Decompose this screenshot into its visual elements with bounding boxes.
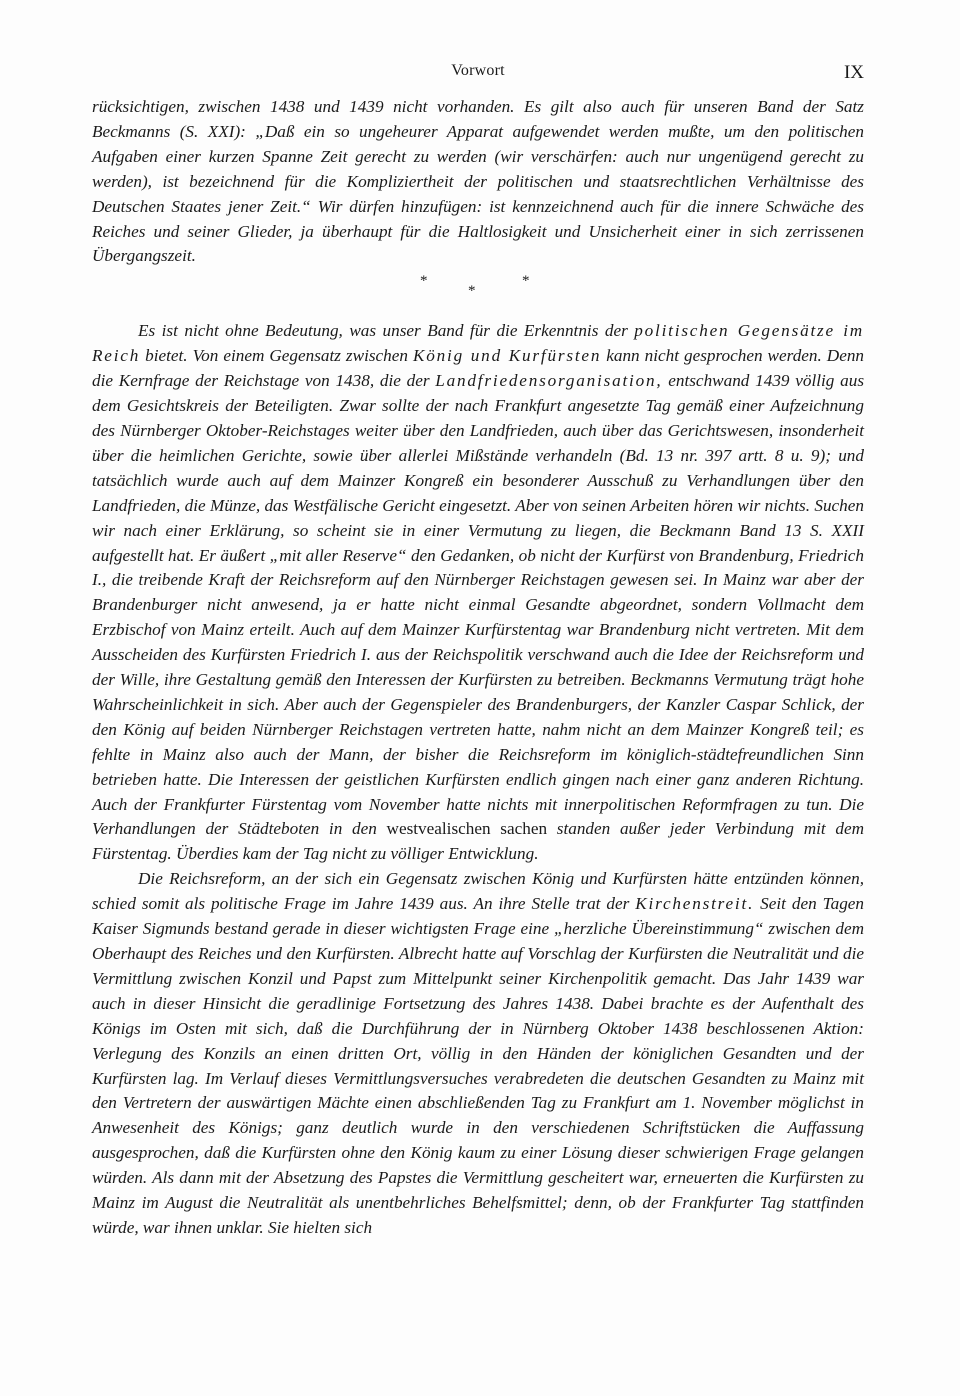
emphasis-spaced: Landfriedensorganisation, [435, 371, 663, 391]
paragraph-3 [92, 867, 864, 1241]
text-run: kann nicht gesprochen werden. Denn die Kernfrage der Reichstage von 1438, die der [92, 346, 865, 391]
running-title: Vorwort [451, 62, 505, 79]
text-run: Seit den Tagen Kaiser Sigmunds bestand gerade in dieser wichtigsten Frage eine „herzliche Übereinstimmung“ zwischen dem Oberhaupt des Reiches und den Kurfürsten. Albrecht hatte auf Vorschlag der Kurfürsten die Neutralität und die Vermittlung zwischen Konzil und Papst zum Mittelpunkt seiner Kirchenpolitik gemacht. Das Jahr 1439 war auch in dieser Hinsicht die geradlinige Fortsetzung des Jahres 1438. Dabei brachte es der Aufenthalt des Königs im Osten mit sich, daß die Durchführung der in Nürnberg Oktober 1438 beschlossenen Aktion: Verlegung des Konzils an einen dritten Ort, völlig in den Händen der königlichen Gesandten und der Kurfürsten lag. Im Verlauf dieses Vermittlungsversuches verabredeten die deutschen Gesandten zu Mainz mit den Vertretern der auswärtigen Mächte einen abschließenden Tag zu Frankfurt am 1. November möglichst in Anwesenheit des Königs; ganz deutlich wurde in den verschiedenen Schriftstücken die Auffassung ausgesprochen, daß die Kurfürsten ohne den König kaum zu einer Lösung dieser schwierigen Frage gelangen würden. Als dann mit der Absetzung des Papstes die Vermittlung gescheitert war, erneuerten die Kurfürsten zu Mainz im August die Neutralität als unentbehrliches Behelfsmittel; denn, ob der Frankfurter Tag stattfinden würde, war ihnen unklar. Sie hielten sich [92, 894, 865, 1237]
asterism-star: * [420, 273, 428, 290]
text-run: Die Reichsreform, an der sich ein Gegensatz zwischen König und Kurfürsten hätte entzünden können, schied somit als politische Frage im Jahre 1439 aus. An ihre Stelle trat der [92, 869, 864, 914]
emphasis-spaced: König und Kurfürsten [412, 346, 602, 366]
page-header [92, 62, 864, 88]
text-run: entschwand 1439 völlig aus dem Gesichtskreis der Beteiligten. Zwar sollte der nach Frankfurt angesetzte Tag gemäß einer Aufzeichnung des Nürnberger Oktober-Reichstages weiter über den Landfrieden, auch über das Gerichtswesen, insonderheit über die heimlichen Gerichte, sowie über allerlei Mißstände verhandeln (Bd. 13 nr. 397 artt. 8 u. 9); und tatsächlich wurde auch auf dem Mainzer Kongreß ein besonderer Ausschuß zu Verhandlungen über den Landfrieden, die Münze, das Westfälische Gericht eingesetzt. Aber von seinen Arbeiten hören wir nichts. Suchen wir nach einer Erklärung, so scheint sie in einer Vermutung zu liegen, die Beckmann Band 13 S. XXII aufgestellt hat. Er äußert „mit aller Reserve“ den Gedanken, ob nicht der Kurfürst von Brandenburg, Friedrich I., die treibende Kraft der Reichsreform auf den Nürnberger Reichstagen gewesen sei. In Mainz war aber der Brandenburger nicht anwesend, ja er hatte nicht einmal Gesandte abgeordnet, sondern Vollmacht dem Erzbischof von Mainz erteilt. Auch auf dem Mainzer Kurfürstentag war Brandenburg nicht vertreten. Mit dem Ausscheiden des Kurfürsten Friedrich I. aus der Reichspolitik verschwand auch die Idee der Reichsreform und der Wille, ihre Gestaltung gemäß den Interessen der Kurfürsten zu betreiben. Beckmanns Vermutung trägt hohe Wahrscheinlichkeit in sich. Aber auch der Gegenspieler des Brandenburgers, der Kanzler Caspar Schlick, der den König auf beiden Nürnberger Reichstagen vertreten hatte, nahm nicht an dem Mainzer Kongreß teil; es fehlte in Mainz also auch der Mann, der bisher die Reichsreform im königlich-städtefreundlichen Sinn betrieben hatte. Die Interessen der geistlichen Kurfürsten endlich gingen nach einer ganz anderen Richtung. Auch der Frankfurter Fürstentag vom November hatte nichts mit innerpolitischen Reformfragen zu tun. Die Verhandlungen der Städteboten in den [92, 371, 865, 839]
section-asterism [92, 269, 864, 319]
emphasis-spaced: Kirchenstreit. [635, 894, 755, 914]
body-text [92, 95, 864, 1241]
quoted-roman-text: westvealischen sachen [386, 819, 548, 839]
text-run: standen außer jeder Verbindung mit dem Fürstentag. Überdies kam der Tag nicht zu völliger Entwicklung. [92, 819, 865, 864]
paragraph-2 [92, 319, 864, 867]
asterism-star: * [468, 283, 476, 300]
page-number: IX [843, 62, 864, 83]
paragraph-1: rücksichtigen, zwischen 1438 und 1439 nicht vorhanden. Es gilt also auch für unseren Band der Satz Beckmanns (S. XXI): „Daß ein so ungeheurer Apparat aufgewendet werden mußte, um den politischen Aufgaben einer kurzen Spanne Zeit gerecht zu werden (wir verschärfen: auch nur ungenügend gerecht zu werden), ist bezeichnend für die Kompliziertheit der politischen und staatsrechtlichen Verhältnisse des Deutschen Staates jener Zeit.“ Wir dürfen hinzufügen: ist kennzeichnend auch für die innere Schwäche des Reiches und seiner Glieder, ja überhaupt für die Haltlosigkeit und Unsicherheit einer in sich zerrissenen Übergangszeit. [92, 97, 864, 266]
asterism-star: * [522, 273, 530, 290]
text-run: Es ist nicht ohne Bedeutung, was unser Band für die Erkenntnis der [138, 321, 628, 341]
text-run: bietet. Von einem Gegensatz zwischen [145, 346, 408, 366]
emphasis-spaced: politischen Gegensätze im Reich [92, 321, 865, 366]
